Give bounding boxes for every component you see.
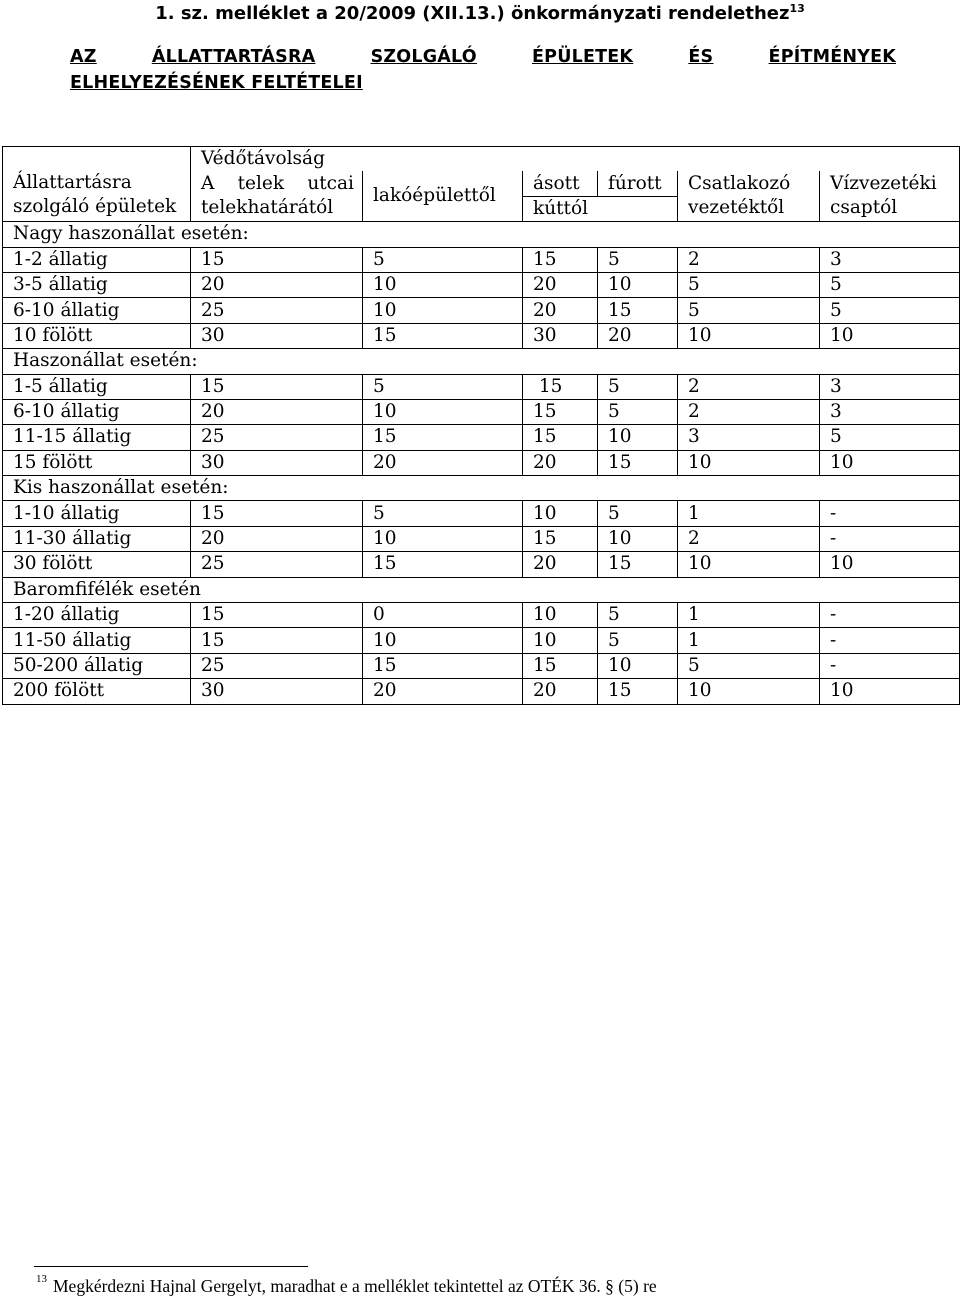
- header-footnote-ref: 13: [789, 2, 805, 15]
- distance-cell: 5: [678, 272, 820, 297]
- row-label: 11-50 állatig: [3, 628, 191, 653]
- distance-cell: 10: [363, 628, 523, 653]
- distance-cell: 30: [191, 323, 363, 348]
- row-label: 1-5 állatig: [3, 374, 191, 399]
- section-title: Nagy haszonállat esetén:: [3, 222, 960, 247]
- section-row: [3, 476, 960, 501]
- header-row-1: [3, 147, 960, 172]
- header-label: Vízvezetéki: [830, 173, 937, 195]
- distance-cell: 10: [678, 552, 820, 577]
- header-label: Csatlakozó: [688, 173, 791, 195]
- distance-cell: 25: [191, 552, 363, 577]
- distance-cell: 15: [523, 247, 598, 272]
- distance-cell: 10: [678, 323, 820, 348]
- header-text: 1. sz. melléklet a 20/2009 (XII.13.) önkormányzati rendelethez: [155, 3, 790, 24]
- title-word: ÉS: [688, 47, 714, 67]
- distance-cell: 5: [678, 653, 820, 678]
- table-row: [3, 628, 960, 653]
- row-label: 1-2 állatig: [3, 247, 191, 272]
- table-row: [3, 425, 960, 450]
- distance-cell: 3: [678, 425, 820, 450]
- table-row: [3, 399, 960, 424]
- distance-cell: 10: [820, 679, 960, 704]
- header-cell-connection-pipe: [678, 171, 820, 221]
- row-label: 1-20 állatig: [3, 603, 191, 628]
- distance-cell: 10: [523, 603, 598, 628]
- row-label: 11-30 állatig: [3, 526, 191, 551]
- row-label: 1-10 állatig: [3, 501, 191, 526]
- distance-cell: 10: [598, 526, 678, 551]
- table-row: [3, 374, 960, 399]
- distance-cell: 20: [363, 450, 523, 475]
- distance-cell: -: [820, 653, 960, 678]
- distance-cell: 15: [598, 450, 678, 475]
- distance-cell: 15: [598, 552, 678, 577]
- document-header: [0, 2, 960, 24]
- distance-cell: 15: [523, 374, 598, 399]
- distance-cell: 5: [363, 374, 523, 399]
- table-row: [3, 323, 960, 348]
- header-cell-drilled-well: fúrott: [598, 171, 678, 196]
- distance-cell: 30: [191, 679, 363, 704]
- distance-cell: 15: [191, 628, 363, 653]
- header-cell-residential: lakóépülettől: [363, 171, 523, 221]
- table-row: [3, 552, 960, 577]
- distance-cell: -: [820, 603, 960, 628]
- title-word: ÉPÜLETEK: [532, 47, 634, 67]
- row-label: 6-10 állatig: [3, 399, 191, 424]
- row-label: 200 fölött: [3, 679, 191, 704]
- table-row: [3, 603, 960, 628]
- distance-cell: 5: [820, 272, 960, 297]
- distance-table: [2, 146, 960, 705]
- distance-cell: 15: [363, 323, 523, 348]
- row-label: 11-15 állatig: [3, 425, 191, 450]
- distance-cell: 10: [678, 450, 820, 475]
- distance-cell: 15: [523, 425, 598, 450]
- title-word: ÁLLATTARTÁSRA: [151, 47, 316, 67]
- distance-cell: 5: [363, 247, 523, 272]
- distance-cell: -: [820, 526, 960, 551]
- distance-cell: 5: [598, 247, 678, 272]
- header-label: csaptól: [830, 197, 898, 219]
- distance-cell: 10: [598, 272, 678, 297]
- distance-cell: 10: [598, 653, 678, 678]
- table-row: [3, 272, 960, 297]
- distance-cell: 20: [191, 399, 363, 424]
- header-cell-water-tap: [820, 171, 960, 221]
- section-title: Kis haszonállat esetén:: [3, 476, 960, 501]
- header-label: telekhatárától: [201, 197, 334, 219]
- distance-cell: 2: [678, 399, 820, 424]
- distance-cell: 20: [523, 272, 598, 297]
- distance-cell: 10: [363, 399, 523, 424]
- distance-cell: 20: [191, 272, 363, 297]
- document-title-line-2: ELHELYEZÉSÉNEK FELTÉTELEI: [70, 73, 363, 93]
- footnote: [36, 1273, 657, 1297]
- distance-cell: 15: [363, 552, 523, 577]
- header-label: utcai: [307, 173, 354, 195]
- distance-cell: 5: [678, 298, 820, 323]
- distance-cell: 10: [523, 628, 598, 653]
- distance-cell: -: [820, 628, 960, 653]
- distance-cell: 15: [363, 653, 523, 678]
- distance-cell: 25: [191, 425, 363, 450]
- section-row: [3, 222, 960, 247]
- distance-cell: 10: [678, 679, 820, 704]
- header-label: Állattartásra: [13, 172, 132, 194]
- title-word: AZ: [70, 47, 97, 67]
- header-label: A: [201, 173, 215, 195]
- distance-cell: 10: [598, 425, 678, 450]
- header-label: telek: [237, 173, 285, 195]
- distance-cell: 10: [363, 298, 523, 323]
- header-cell-protection-distance: Védőtávolság: [191, 147, 960, 172]
- distance-cell: 20: [363, 679, 523, 704]
- distance-cell: 30: [523, 323, 598, 348]
- section-row: [3, 349, 960, 374]
- distance-cell: 10: [820, 450, 960, 475]
- distance-cell: 20: [598, 323, 678, 348]
- distance-cell: 15: [363, 425, 523, 450]
- table-row: [3, 450, 960, 475]
- distance-cell: 5: [820, 425, 960, 450]
- distance-cell: 5: [598, 628, 678, 653]
- row-label: 6-10 állatig: [3, 298, 191, 323]
- title-word: ÉPÍTMÉNYEK: [768, 47, 896, 67]
- row-label: 50-200 állatig: [3, 653, 191, 678]
- footnote-separator: [34, 1266, 308, 1267]
- header-cell-street-boundary: [191, 171, 363, 221]
- distance-cell: 20: [523, 679, 598, 704]
- distance-cell: 15: [191, 501, 363, 526]
- row-label: 30 fölött: [3, 552, 191, 577]
- distance-cell: 5: [820, 298, 960, 323]
- table-row: [3, 679, 960, 704]
- distance-cell: 20: [523, 552, 598, 577]
- distance-cell: 15: [191, 247, 363, 272]
- header-cell-dug-well: ásott: [523, 171, 598, 196]
- distance-cell: 10: [820, 552, 960, 577]
- distance-cell: 0: [363, 603, 523, 628]
- distance-cell: 3: [820, 247, 960, 272]
- distance-cell: 1: [678, 501, 820, 526]
- distance-cell: 15: [191, 374, 363, 399]
- document-title-line-1: [70, 47, 896, 67]
- section-title: Baromfifélék esetén: [3, 577, 960, 602]
- distance-cell: 20: [191, 526, 363, 551]
- distance-cell: -: [820, 501, 960, 526]
- distance-cell: 5: [598, 399, 678, 424]
- distance-cell: 15: [191, 603, 363, 628]
- distance-cell: 2: [678, 526, 820, 551]
- table-row: [3, 526, 960, 551]
- distance-cell: 15: [523, 653, 598, 678]
- header-cell-well: kúttól: [523, 196, 678, 221]
- footnote-number: 13: [36, 1273, 47, 1285]
- footnote-text: Megkérdezni Hajnal Gergelyt, maradhat e a melléklet tekintettel az OTÉK 36. § (5) re: [53, 1276, 657, 1296]
- distance-cell: 10: [820, 323, 960, 348]
- distance-cell: 15: [523, 526, 598, 551]
- distance-cell: 20: [523, 298, 598, 323]
- distance-cell: 2: [678, 374, 820, 399]
- table-row: [3, 653, 960, 678]
- distance-cell: 5: [598, 501, 678, 526]
- distance-cell: 5: [598, 374, 678, 399]
- table-row: [3, 247, 960, 272]
- row-label: 10 fölött: [3, 323, 191, 348]
- table-row: [3, 501, 960, 526]
- distance-cell: 5: [363, 501, 523, 526]
- distance-cell: 25: [191, 298, 363, 323]
- row-label: 3-5 állatig: [3, 272, 191, 297]
- section-row: [3, 577, 960, 602]
- header-label: vezetéktől: [688, 197, 785, 219]
- distance-cell: 15: [598, 298, 678, 323]
- header-label: szolgáló épületek: [13, 196, 177, 218]
- section-title: Haszonállat esetén:: [3, 349, 960, 374]
- row-label: 15 fölött: [3, 450, 191, 475]
- distance-cell: 1: [678, 628, 820, 653]
- distance-cell: 10: [363, 272, 523, 297]
- distance-cell: 10: [363, 526, 523, 551]
- table-row: [3, 298, 960, 323]
- distance-cell: 3: [820, 399, 960, 424]
- distance-cell: 15: [523, 399, 598, 424]
- distance-cell: 3: [820, 374, 960, 399]
- distance-cell: 2: [678, 247, 820, 272]
- distance-cell: 1: [678, 603, 820, 628]
- distance-cell: 20: [523, 450, 598, 475]
- header-cell-buildings: [3, 147, 191, 222]
- title-word: SZOLGÁLÓ: [370, 47, 477, 67]
- distance-cell: 10: [523, 501, 598, 526]
- distance-cell: 15: [598, 679, 678, 704]
- distance-cell: 30: [191, 450, 363, 475]
- distance-cell: 25: [191, 653, 363, 678]
- distance-cell: 5: [598, 603, 678, 628]
